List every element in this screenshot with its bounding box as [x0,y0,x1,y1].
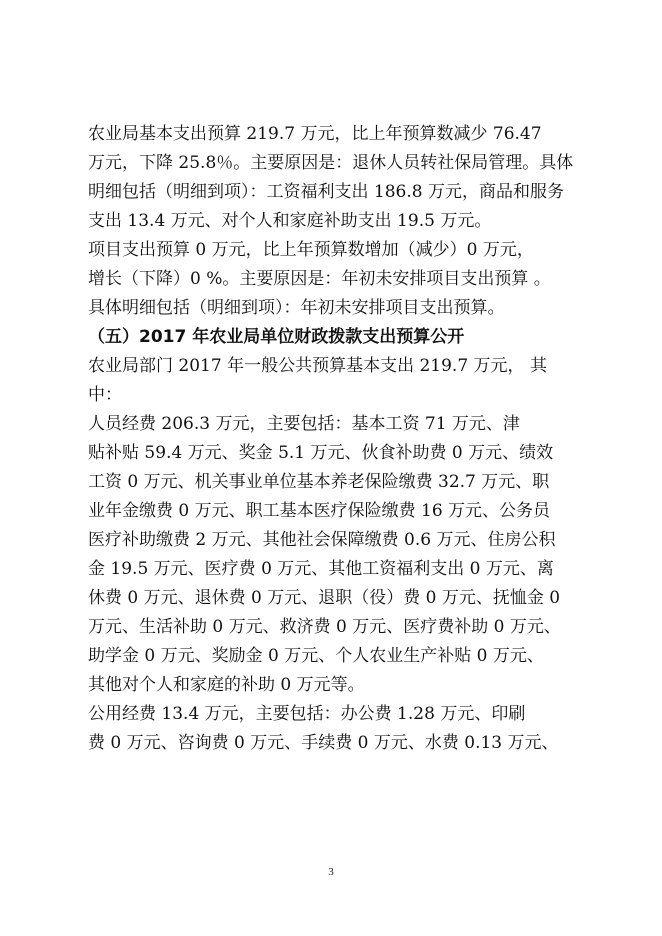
text-line: 项目支出预算 0 万元，比上年预算数增加（减少）0 万元， [88,240,534,260]
text-line: 休费 0 万元、退休费 0 万元、退职（役）费 0 万元、抚恤金 0 [88,588,561,608]
page-number: 3 [328,866,334,878]
text-line: 农业局基本支出预算 219.7 万元，比上年预算数减少 76.47 [88,124,542,144]
section-heading: （五）2017 年农业局单位财政拨款支出预算公开 [88,327,465,347]
text-line: 明细包括（明细到项）：工资福利支出 186.8 万元，商品和服务 [88,182,564,202]
text-line: 万元，下降 25.8％。主要原因是：退休人员转社保局管理。具体 [88,153,574,173]
text-line: 增长（下降）0 %。主要原因是：年初未安排项目支出预算 。 [88,269,551,289]
text-line: 人员经费 206.3 万元，主要包括：基本工资 71 万元、津 [88,414,520,434]
text-line: 业年金缴费 0 万元、职工基本医疗保险缴费 16 万元、公务员 [88,501,551,521]
text-line: 公用经费 13.4 万元，主要包括：办公费 1.28 万元、印刷 [88,704,526,724]
text-line: 助学金 0 万元、奖励金 0 万元、个人农业生产补贴 0 万元、 [88,646,544,666]
text-line: 具体明细包括（明细到项）：年初未安排项目支出预算。 [88,298,505,318]
text-line: 农业局部门 2017 年一般公共预算基本支出 219.7 万元， 其 [88,356,547,376]
text-line: 支出 13.4 万元、对个人和家庭补助支出 19.5 万元。 [88,211,492,231]
text-line: 其他对个人和家庭的补助 0 万元等。 [88,675,365,695]
text-line: 工资 0 万元、机关事业单位基本养老保险缴费 32.7 万元、职 [88,472,550,492]
text-line: 万元、生活补助 0 万元、救济费 0 万元、医疗费补助 0 万元、 [88,617,561,637]
document-body [88,120,588,758]
text-line: 中： [88,385,122,405]
text-line: 医疗补助缴费 2 万元、其他社会保障缴费 0.6 万元、住房公积 [88,530,556,550]
text-line: 贴补贴 59.4 万元、奖金 5.1 万元、伙食补助费 0 万元、绩效 [88,443,554,463]
text-line: 金 19.5 万元、医疗费 0 万元、其他工资福利支出 0 万元、离 [88,559,554,579]
text-line: 费 0 万元、咨询费 0 万元、手续费 0 万元、水费 0.13 万元、 [88,733,559,753]
